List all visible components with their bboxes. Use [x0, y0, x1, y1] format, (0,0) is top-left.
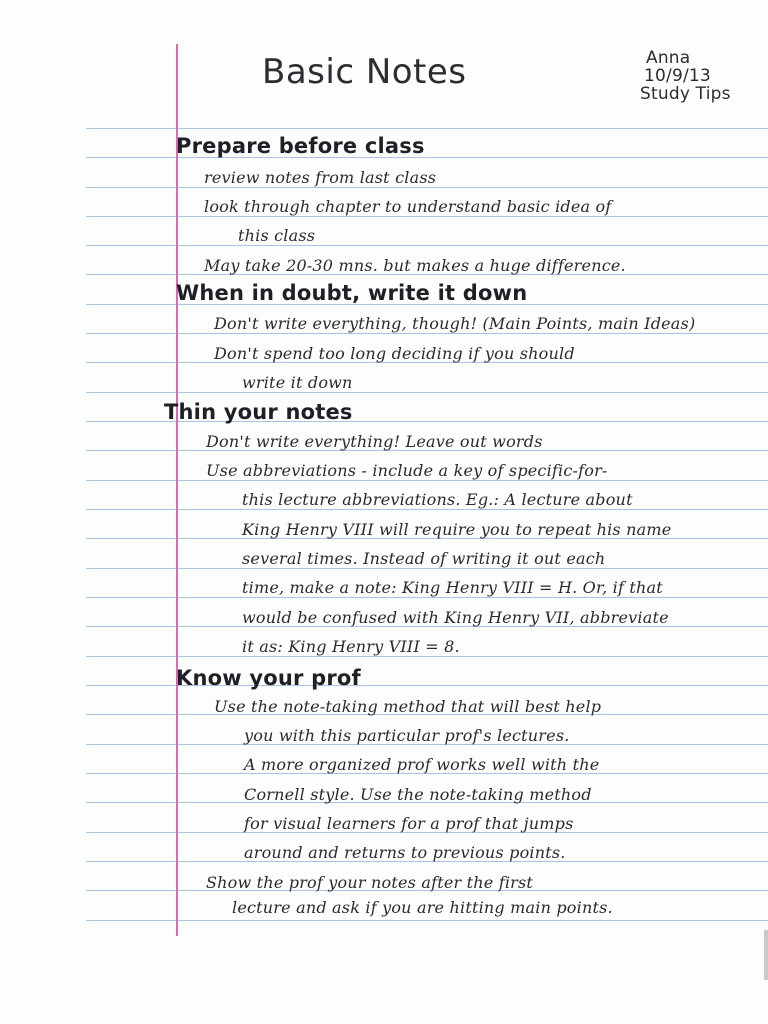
note-line: Don't write everything! Leave out words: [206, 432, 543, 451]
note-line: Cornell style. Use the note-taking method: [244, 785, 592, 804]
note-line: Don't spend too long deciding if you should: [214, 344, 575, 363]
ruled-line: [86, 216, 768, 217]
note-line: Use abbreviations - include a key of specific-for-: [206, 461, 608, 480]
meta-name: Anna: [646, 48, 691, 68]
ruled-line: [86, 245, 768, 246]
note-line: time, make a note: King Henry VIII = H. Or, if that: [242, 578, 663, 597]
ruled-line: [86, 568, 768, 569]
note-line: Use the note-taking method that will best help: [214, 697, 602, 716]
scan-edge-mark: [764, 930, 768, 980]
ruled-line: [86, 128, 768, 129]
note-line: several times. Instead of writing it out each: [242, 549, 606, 568]
meta-date: 10/9/13: [644, 66, 711, 86]
margin-line: [176, 44, 178, 936]
meta-topic: Study Tips: [640, 84, 731, 104]
ruled-line: [86, 392, 768, 393]
note-line: around and returns to previous points.: [244, 843, 566, 862]
note-line: A more organized prof works well with the: [244, 755, 600, 774]
note-line: Don't write everything, though! (Main Points, main Ideas): [214, 314, 696, 333]
section-heading-thin: Thin your notes: [164, 400, 353, 424]
note-line: this class: [238, 226, 316, 245]
section-heading-prepare: Prepare before class: [176, 134, 425, 158]
note-line: write it down: [242, 373, 353, 392]
note-line: May take 20-30 mns. but makes a huge difference.: [204, 256, 626, 275]
ruled-line: [86, 656, 768, 657]
ruled-line: [86, 333, 768, 334]
note-line: it as: King Henry VIII = 8.: [242, 637, 460, 656]
note-line: this lecture abbreviations. Eg.: A lecture about: [242, 490, 633, 509]
ruled-line: [86, 920, 768, 921]
note-line: review notes from last class: [204, 168, 437, 187]
note-line: lecture and ask if you are hitting main points.: [232, 898, 613, 917]
note-line: Show the prof your notes after the first: [206, 873, 534, 892]
section-heading-doubt: When in doubt, write it down: [176, 281, 528, 305]
ruled-line: [86, 509, 768, 510]
note-line: King Henry VIII will require you to repeat his name: [242, 520, 672, 539]
ruled-line: [86, 187, 768, 188]
note-line: look through chapter to understand basic idea of: [204, 197, 612, 216]
ruled-line: [86, 597, 768, 598]
ruled-line: [86, 480, 768, 481]
note-line: you with this particular prof's lectures.: [244, 726, 570, 745]
page-title: Basic Notes: [262, 52, 467, 92]
note-line: would be confused with King Henry VII, abbreviate: [242, 608, 669, 627]
note-line: for visual learners for a prof that jumps: [244, 814, 574, 833]
section-heading-prof: Know your prof: [176, 666, 361, 690]
